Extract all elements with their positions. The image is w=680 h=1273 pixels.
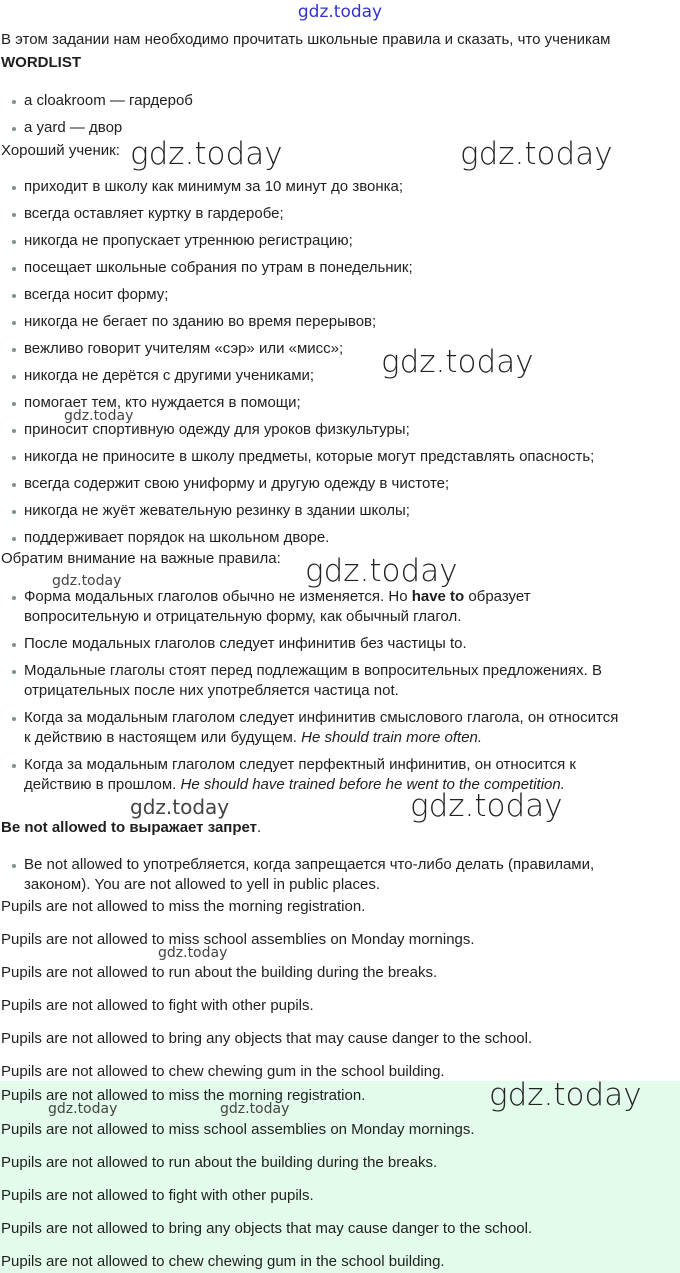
list-item: Когда за модальным глаголом следует перфектный инфинитив, он относится к действию в прошлом. He should have trained before he went to the competition. bbox=[10, 755, 678, 795]
answer-sentence: Pupils are not allowed to chew chewing gum in the school building. bbox=[1, 1253, 445, 1270]
good-pupil-heading: Хороший ученик: bbox=[1, 142, 120, 159]
watermark: gdz.today bbox=[48, 1101, 118, 1117]
list-item: Когда за модальным глаголом следует инфинитив смыслового глагола, он относится к действию в настоящем или будущем. He should train more often. bbox=[10, 708, 678, 748]
list-item: никогда не дерётся с другими учениками; bbox=[10, 366, 678, 393]
list-item: a yard — двор bbox=[10, 118, 678, 138]
watermark: gdz.today bbox=[158, 945, 228, 961]
answer-sentence: Pupils are not allowed to bring any objects that may cause danger to the school. bbox=[1, 1220, 533, 1237]
list-item: После модальных глаголов следует инфинитив без частицы to. bbox=[10, 634, 678, 654]
intro-text: В этом задании нам необходимо прочитать школьные правила и сказать, что ученикам bbox=[1, 31, 611, 48]
answer-sentence: Pupils are not allowed to fight with other pupils. bbox=[1, 1187, 314, 1204]
watermark: gdz.today bbox=[305, 553, 458, 589]
list-item: никогда не пропускает утреннюю регистрацию; bbox=[10, 231, 678, 258]
answer-sentence: Pupils are not allowed to miss school assemblies on Monday mornings. bbox=[1, 1121, 475, 1138]
list-item: всегда оставляет куртку в гардеробе; bbox=[10, 204, 678, 231]
list-item: всегда содержит свою униформу и другую одежду в чистоте; bbox=[10, 474, 678, 501]
answer-sentence: Pupils are not allowed to run about the building during the breaks. bbox=[1, 1154, 438, 1171]
sentence: Pupils are not allowed to chew chewing gum in the school building. bbox=[1, 1063, 445, 1080]
site-logo[interactable]: gdz.today bbox=[297, 2, 383, 22]
list-item: вежливо говорит учителям «сэр» или «мисс»; bbox=[10, 339, 678, 366]
good-pupil-list bbox=[10, 177, 678, 555]
watermark: gdz.today bbox=[130, 136, 283, 172]
list-item: Форма модальных глаголов обычно не изменяется. Но have to образует вопросительную и отрицательную форму, как обычный глагол. bbox=[10, 587, 678, 627]
watermark: gdz.today bbox=[410, 788, 563, 824]
list-item: никогда не жуёт жевательную резинку в здании школы; bbox=[10, 501, 678, 528]
sentence: Pupils are not allowed to run about the building during the breaks. bbox=[1, 964, 438, 981]
rules-list bbox=[10, 587, 678, 795]
list-item: всегда носит форму; bbox=[10, 285, 678, 312]
list-item: приносит спортивную одежду для уроков физкультуры; bbox=[10, 420, 678, 447]
list-item: Модальные глаголы стоят перед подлежащим в вопросительных предложениях. В отрицательных после них употребляется частица not. bbox=[10, 661, 678, 701]
sentence: Pupils are not allowed to bring any objects that may cause danger to the school. bbox=[1, 1030, 533, 1047]
sentence: Pupils are not allowed to miss the morning registration. bbox=[1, 898, 366, 915]
watermark: gdz.today bbox=[381, 344, 534, 380]
watermark: gdz.today bbox=[460, 136, 613, 172]
watermark: gdz.today bbox=[489, 1077, 642, 1113]
wordlist bbox=[10, 91, 678, 138]
list-item: поддерживает порядок на школьном дворе. bbox=[10, 528, 678, 555]
list-item: Be not allowed to употребляется, когда запрещается что-либо делать (правилами, законом). You are not allowed to yell in public places. bbox=[10, 855, 678, 895]
list-item: a cloakroom — гардероб bbox=[10, 91, 678, 111]
list-item: никогда не бегает по зданию во время перерывов; bbox=[10, 312, 678, 339]
wordlist-heading: WORDLIST bbox=[1, 54, 81, 71]
list-item: никогда не приносите в школу предметы, которые могут представлять опасность; bbox=[10, 447, 678, 474]
not-allowed-list bbox=[10, 855, 678, 895]
list-item: помогает тем, кто нуждается в помощи; bbox=[10, 393, 678, 420]
watermark: gdz.today bbox=[52, 573, 122, 589]
watermark: gdz.today bbox=[64, 408, 134, 424]
sentence: Pupils are not allowed to fight with other pupils. bbox=[1, 997, 314, 1014]
not-allowed-heading: Be not allowed to выражает запрет. bbox=[1, 819, 262, 836]
watermark: gdz.today bbox=[220, 1101, 290, 1117]
list-item: посещает школьные собрания по утрам в понедельник; bbox=[10, 258, 678, 285]
list-item: приходит в школу как минимум за 10 минут до звонка; bbox=[10, 177, 678, 204]
watermark: gdz.today bbox=[130, 795, 230, 819]
sentence: Pupils are not allowed to miss school assemblies on Monday mornings. bbox=[1, 931, 475, 948]
rules-heading: Обратим внимание на важные правила: bbox=[1, 550, 281, 567]
answer-sentence: Pupils are not allowed to miss the morning registration. bbox=[1, 1087, 366, 1104]
